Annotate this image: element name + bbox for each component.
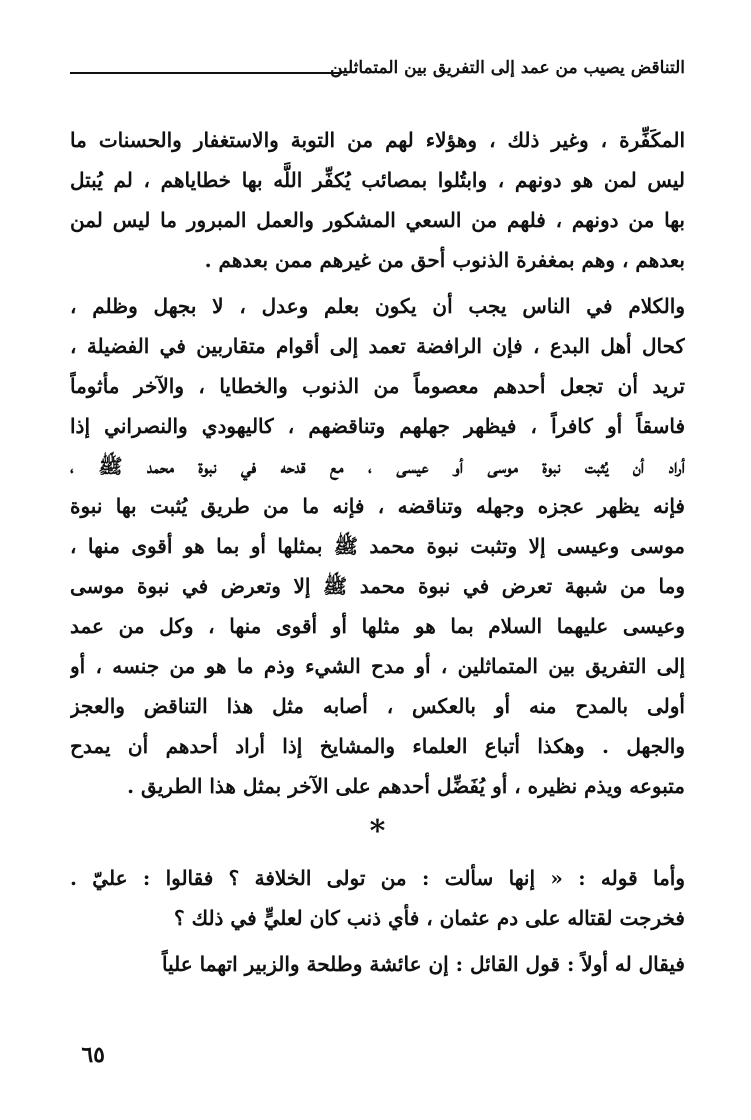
text-line: فإنه يظهر عجزه وجهله وتناقضه ، فإنه ما من طريق يُثبت بها نبوة: [70, 494, 685, 518]
paragraph-2: [70, 286, 685, 806]
quote-paragraph: [70, 858, 685, 938]
text-line: وأما قوله : « إنها سألت : من تولى الخلافة ؟ فقالوا : عليّ .: [70, 866, 685, 890]
text-line: بعدهم ، وهم بمغفرة الذنوب أحق من غيرهم ممن بعدهم .: [204, 248, 685, 272]
running-title: التناقض يصيب من عمد إلى التفريق بين المتماثلين: [329, 58, 685, 78]
page-number: ٦٥: [81, 1042, 105, 1068]
text-line: كحال أهل البدع ، فإن الرافضة تعمد إلى أقوام متقاربين في الفضيلة ،: [70, 334, 685, 358]
page-header: [70, 56, 685, 90]
text-line: وعيسى عليهما السلام بما هو مثلها أو أقوى منها ، وكل من عمد: [70, 614, 685, 638]
header-rule: [70, 72, 342, 74]
text-line: متبوعه ويذم نظيره ، أو يُفَضِّل أحدهم على الآخر بمثل هذا الطريق .: [127, 774, 685, 798]
text-line: فاسقاً أو كافراً ، فيظهر جهلهم وتناقضهم ، كاليهودي والنصراني إذا: [70, 414, 685, 438]
text-line: المكَفِّرة ، وغير ذلك ، وهؤلاء لهم من التوبة والاستغفار والحسنات ما: [70, 128, 685, 152]
section-separator: *: [369, 814, 386, 849]
text-line: ليس لمن هو دونهم ، وابتُلوا بمصائب يُكفِّر اللَّه بها خطاياهم ، لم يُبتل: [70, 168, 685, 192]
text-line: والجهل . وهكذا أتباع العلماء والمشايخ إذا أراد أحدهم أن يمدح: [70, 734, 685, 758]
text-line: أراد أن يُثبت نبوة موسى أو عيسى ، مع قدحه في نبوة محمد ﷺ ،: [70, 454, 685, 478]
text-line: فيقال له أولاً : قول القائل : إن عائشة وطلحة والزبير اتهما علياً: [162, 952, 685, 976]
text-line: تريد أن تجعل أحدهم معصوماً من الذنوب والخطايا ، والآخر مأثوماً: [70, 374, 685, 398]
text-line: إلى التفريق بين المتماثلين ، أو مدح الشيء وذم ما هو من جنسه ، أو: [70, 654, 685, 678]
final-paragraph: [70, 944, 685, 984]
text-line: موسى وعيسى إلا وتثبت نبوة محمد ﷺ بمثلها أو بما هو أقوى منها ،: [70, 534, 685, 558]
body-text: [70, 120, 685, 984]
text-line: والكلام في الناس يجب أن يكون بعلم وعدل ، لا بجهل وظلم ،: [70, 294, 685, 318]
text-line: فخرجت لقتاله على دم عثمان ، فأي ذنب كان لعليٍّ في ذلك ؟: [174, 906, 685, 930]
paragraph-1: [70, 120, 685, 280]
text-line: أولى بالمدح منه أو بالعكس ، أصابه مثل هذا التناقض والعجز: [70, 694, 685, 718]
text-line: بها من دونهم ، فلهم من السعي المشكور والعمل المبرور ما ليس لمن: [70, 208, 685, 232]
text-line: وما من شبهة تعرض في نبوة محمد ﷺ إلا وتعرض في نبوة موسى: [70, 574, 685, 598]
